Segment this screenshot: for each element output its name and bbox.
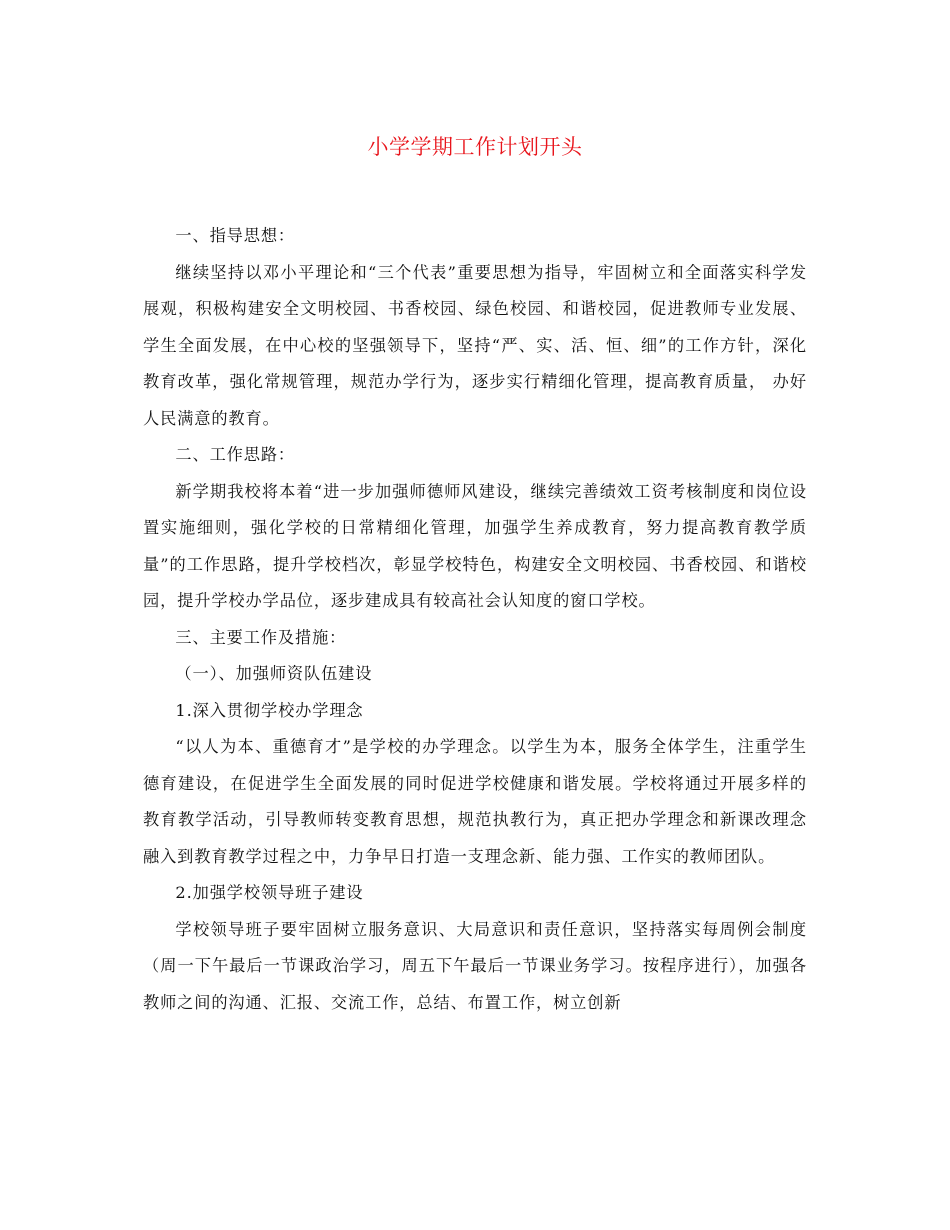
heading-work-approach: 二、工作思路： <box>175 445 296 464</box>
paragraph-leadership: 学校领导班子要牢固树立服务意识、大局意识和责任意识，坚持落实每周例会制度（周一下午最后一节课政治学习，周五下午最后一节课业务学习。按程序进行），加强各教师之间的沟通、汇报、交流工作，总结、布置工作，树立创新 <box>143 919 807 1012</box>
paragraph-school-philosophy: “以人为本、重德育才”是学校的办学理念。以学生为本，服务全体学生，注重学生德育建设，在促进学生全面发展的同时促进学校健康和谐发展。学校将通过开展多样的教育教学活动，引导教师转变教育思想，规范执教行为，真正把办学理念和新课改理念融入到教育教学过程之中，力争早日打造一支理念新、能力强、工作实的教师团队。 <box>143 737 807 866</box>
document-title: 小学学期工作计划开头 <box>367 135 583 159</box>
heading-guiding-ideology: 一、指导思想： <box>175 226 296 245</box>
item-heading-leadership: 2.加强学校领导班子建设 <box>175 883 364 902</box>
subheading-teacher-team: （一）、加强师资队伍建设 <box>175 664 373 683</box>
paragraph-guiding-ideology: 继续坚持以邓小平理论和“三个代表”重要思想为指导，牢固树立和全面落实科学发展观，积极构建安全文明校园、书香校园、绿色校园、和谐校园，促进教师专业发展、学生全面发展，在中心校的坚强领导下，坚持“严、实、活、恒、细”的工作方针，深化教育改革，强化常规管理，规范办学行为，逐步实行精细化管理，提高教育质量， 办好人民满意的教育。 <box>143 262 807 428</box>
document-body <box>143 218 807 1021</box>
item-heading-school-philosophy: 1.深入贯彻学校办学理念 <box>175 700 364 720</box>
heading-main-work: 三、主要工作及措施： <box>175 627 347 647</box>
paragraph-work-approach: 新学期我校将本着“进一步加强师德师风建设，继续完善绩效工资考核制度和岗位设置实施细则，强化学校的日常精细化管理，加强学生养成教育，努力提高教育教学质量”的工作思路，提升学校档次，彰显学校特色，构建安全文明校园、书香校园、和谐校园，提升学校办学品位，逐步建成具有较高社会认知度的窗口学校。 <box>143 481 807 610</box>
